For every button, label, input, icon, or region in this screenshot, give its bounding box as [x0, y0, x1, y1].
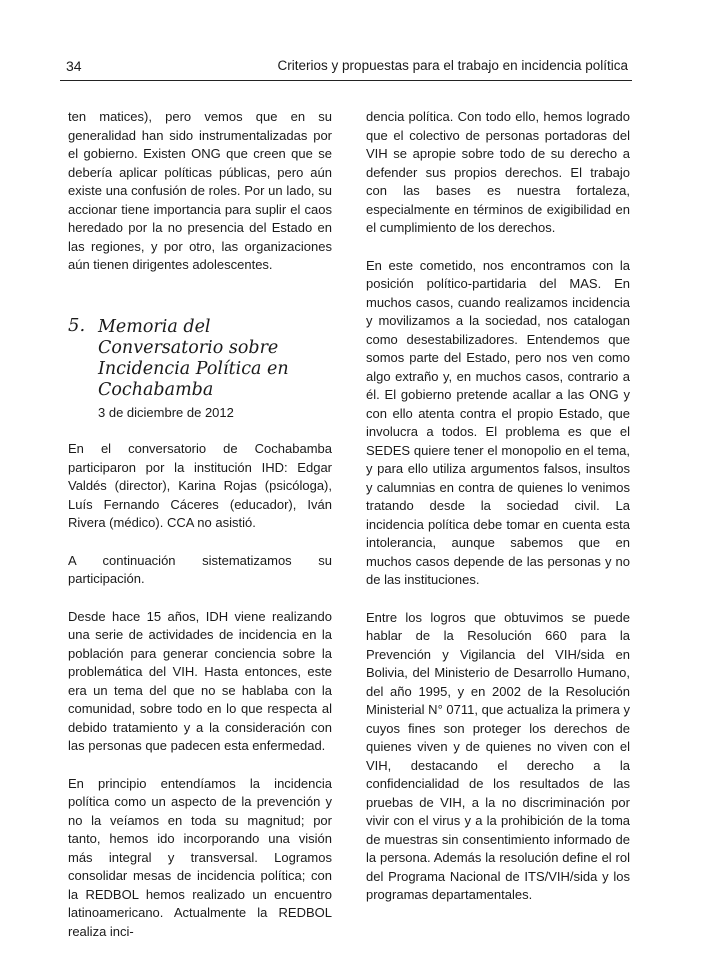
- paragraph: En principio entendíamos la incidencia política como un aspecto de la prevención y no la veíamos en toda su magnitud; por tanto, hemos ido incorporando una visión más integral y transversal. Logramos consolidar mesas de incidencia política; con la REDBOL hemos realizado un encuentro latinoamericano. Actualmente la REDBOL realiza inci-: [68, 775, 332, 939]
- paragraph: ten matices), pero vemos que en su generalidad han sido instrumentalizadas por el gobierno. Existen ONG que creen que se debería aplicar políticas públicas, pero aún existe una confusión de roles. Por un lado, su accionar tiene importancia para suplir el caos heredado por la no presencia del Estado en las regiones, y por otro, las organizaciones aún tienen dirigentes adolescentes.: [68, 109, 332, 272]
- paragraph: dencia política. Con todo ello, hemos logrado que el colectivo de personas portadoras del VIH se apropie sobre todo de su derecho a defender sus propios derechos. El trabajo con las bases es nuestra fortaleza, especialmente en términos de exigibilidad en el cumplimiento de los derechos.: [366, 109, 630, 235]
- section-date: 3 de diciembre de 2012: [98, 404, 234, 420]
- page-number: 34: [66, 58, 82, 74]
- left-column: [68, 108, 332, 960]
- right-column: [366, 108, 630, 924]
- paragraph: Entre los logros que obtuvimos se puede hablar de la Resolución 660 para la Prevención y Vigilancia del VIH/sida en Bolivia, del Ministerio de Desarrollo Humano, del año 1995, y en 2002 de la Resolución Ministerial N° 0711, que actualiza la primera y cuyos fines son proteger los derechos de quienes viven y de quienes no viven con el VIH, destacando el derecho a la confidencialidad de los resultados de las pruebas de VIH, a la no discriminación por vivir con el virus y a la prohibición de la toma de muestras sin consentimiento informado de la persona. Además la resolución define el rol del Programa Nacional de ITS/VIH/sida y los programas departamentales.: [366, 609, 630, 902]
- paragraph: En este cometido, nos encontramos con la posición político-partidaria del MAS. En muchos casos, cuando realizamos incidencia y movilizamos a la sociedad, nos catalogan como desestabilizadores. Entendemos que somos parte del Estado, pero nos ven como algo extraño y, en muchos casos, contrario a él. El gobierno pretende acallar a las ONG y con ello atenta contra el propio Estado, que involucra a todos. El problema es que el SEDES quiere tener el monopolio en el tema, y para ello utiliza argumentos falsos, insultos y calumnias en contra de quienes lo venimos tratando desde la sociedad civil. La incidencia política debe tomar en cuenta esta intolerancia, aunque sabemos que en muchos casos depende de las personas y no de las instituciones.: [366, 257, 630, 587]
- paragraph: En el conversatorio de Cochabamba participaron por la institución IHD: Edgar Valdés (director), Karina Rojas (psicóloga), Luís Fernando Cáceres (educador), Iván Rivera (médico). CCA no asistió.: [68, 441, 332, 530]
- section-title: Memoria del Conversatorio sobre Incidencia Política en Cochabamba: [98, 316, 289, 400]
- paragraph: A continuación sistematizamos su participación.: [68, 552, 332, 586]
- section-heading: [68, 314, 332, 423]
- section-number: 5.: [68, 314, 86, 336]
- paragraph: Desde hace 15 años, IDH viene realizando una serie de actividades de incidencia en la población para generar conciencia sobre la problemática del VIH. Hasta entonces, este era un tema del que no se hablaba con la comunidad, sobre todo en lo que respecta al debido tratamiento y a la consideración con las personas que padecen esta enfermedad.: [68, 608, 332, 753]
- header-divider: [60, 80, 632, 81]
- running-header-title: Criterios y propuestas para el trabajo en incidencia política: [277, 58, 628, 73]
